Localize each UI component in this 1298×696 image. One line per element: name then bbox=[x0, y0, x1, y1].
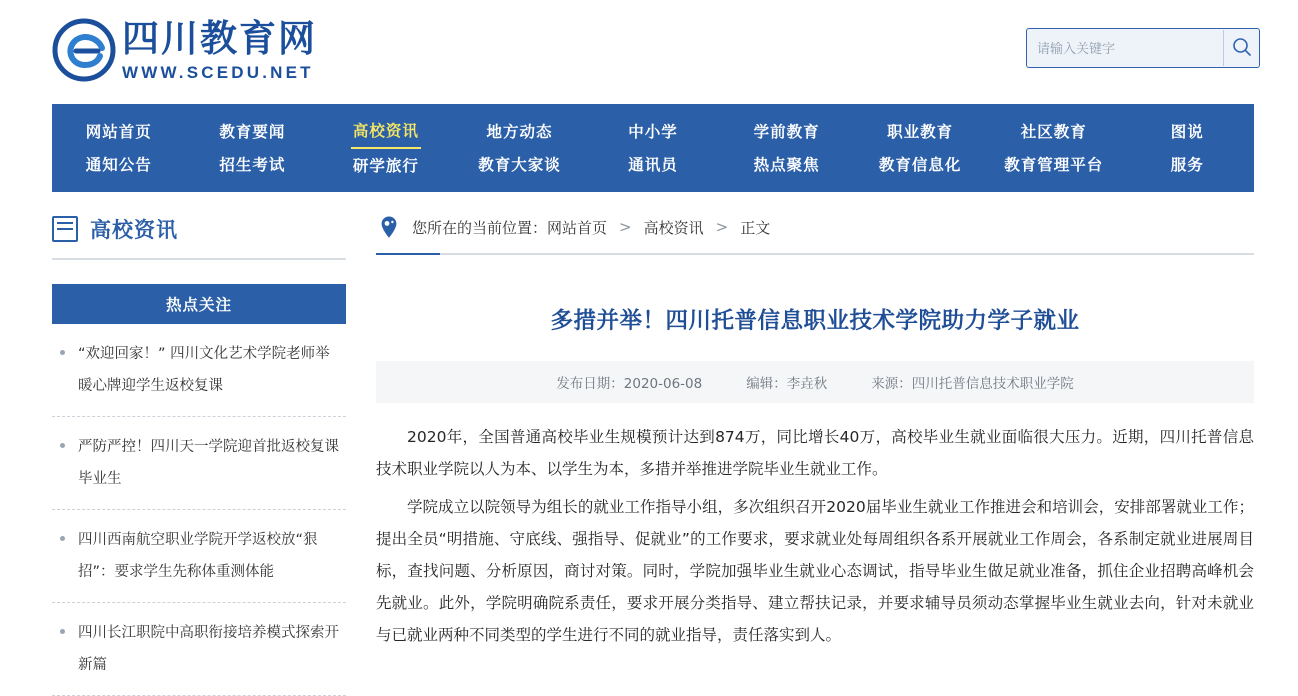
nav-column-1 bbox=[52, 104, 186, 192]
article-body bbox=[376, 421, 1254, 651]
list-item[interactable] bbox=[52, 417, 346, 510]
editor: 编辑：李垚秋 bbox=[746, 376, 828, 392]
bullet-icon bbox=[60, 536, 65, 541]
sidebar-section-title: 高校资讯 bbox=[90, 218, 178, 242]
source: 来源：四川托普信息技术职业学院 bbox=[871, 376, 1074, 392]
list-item-label: 四川西南航空职业学院开学返校放“狠招”：要求学生先称体重测体能 bbox=[78, 532, 318, 580]
nav-item-vocational[interactable]: 职业教育 bbox=[887, 123, 954, 141]
article-paragraph: 2020年，全国普通高校毕业生规模预计达到874万，同比增长40万，高校毕业生就业面临很大压力。近期，四川托普信息技术职业学院以人为本、以学生为本，多措并举推进学院毕业生就业工作。 bbox=[376, 428, 1254, 478]
list-item[interactable] bbox=[52, 603, 346, 696]
nav-item-notice[interactable]: 通知公告 bbox=[85, 156, 152, 174]
nav-column-7 bbox=[853, 104, 987, 192]
breadcrumb-separator: > bbox=[619, 218, 632, 236]
nav-item-home[interactable]: 网站首页 bbox=[85, 123, 152, 141]
sidebar-hot-list bbox=[52, 324, 346, 696]
breadcrumb-item-home[interactable]: 网站首页 bbox=[547, 218, 608, 237]
nav-column-2 bbox=[186, 104, 320, 192]
breadcrumb-separator: > bbox=[715, 218, 729, 236]
list-item-label: 严防严控！四川天一学院迎首批返校复课毕业生 bbox=[78, 439, 339, 487]
nav-item-pictures[interactable]: 图说 bbox=[1170, 123, 1204, 141]
logo-title-en: WWW.SCEDU.NET bbox=[122, 63, 314, 82]
nav-item-correspondent[interactable]: 通讯员 bbox=[628, 156, 678, 174]
nav-item-management-platform[interactable]: 教育管理平台 bbox=[1004, 156, 1104, 174]
nav-column-4 bbox=[453, 104, 587, 192]
search-icon bbox=[1231, 36, 1253, 61]
article-paragraph: 学院成立以院领导为组长的就业工作指导小组，多次组织召开2020届毕业生就业工作推进会和培训会，安排部署就业工作；提出全员“明措施、守底线、强指导、促就业”的工作要求，要求就业处每周组织各系开展就业工作周会，各系制定就业进展周目标，查找问题、分析原因，商讨对策。同时，学院加强毕业生就业心态调试，指导毕业生做足就业准备，抓住企业招聘高峰机会先就业。此外，学院明确院系责任，要求开展分类指导、建立帮扶记录，并要求辅导员须动态掌握毕业生就业去向，针对未就业与已就业两种不同类型的学生进行不同的就业指导，责任落实到人。 bbox=[376, 498, 1254, 644]
nav-item-informatization[interactable]: 教育信息化 bbox=[878, 156, 962, 174]
article-meta bbox=[376, 361, 1254, 403]
bullet-icon bbox=[60, 350, 65, 355]
main-column bbox=[376, 214, 1254, 696]
site-header bbox=[0, 0, 1298, 96]
nav-item-services[interactable]: 服务 bbox=[1170, 156, 1204, 174]
nav-item-study-travel[interactable]: 研学旅行 bbox=[352, 157, 419, 175]
sidebar-hot-title: 热点关注 bbox=[52, 284, 346, 324]
nav-item-primary-secondary[interactable]: 中小学 bbox=[628, 123, 678, 141]
nav-column-6 bbox=[720, 104, 854, 192]
location-pin-icon bbox=[376, 214, 402, 240]
nav-item-hot-focus[interactable]: 热点聚焦 bbox=[753, 156, 820, 174]
main-nav[interactable] bbox=[52, 104, 1254, 192]
list-item-label: “欢迎回家！” 四川文化艺术学院老师举暖心牌迎学生返校复课 bbox=[78, 346, 330, 394]
logo-e-icon bbox=[52, 18, 116, 82]
breadcrumb-item-current: 正文 bbox=[740, 218, 771, 237]
nav-column-5 bbox=[586, 104, 720, 192]
search-box[interactable] bbox=[1026, 28, 1260, 68]
search-input[interactable] bbox=[1027, 31, 1223, 65]
site-logo[interactable] bbox=[52, 16, 317, 83]
list-item[interactable] bbox=[52, 510, 346, 603]
nav-item-community-education[interactable]: 社区教育 bbox=[1020, 123, 1087, 141]
list-item[interactable] bbox=[52, 324, 346, 417]
list-icon bbox=[52, 216, 78, 242]
nav-column-3 bbox=[319, 104, 453, 192]
page-title: 多措并举！四川托普信息职业技术学院助力学子就业 bbox=[550, 308, 1080, 334]
nav-column-8 bbox=[987, 104, 1121, 192]
nav-item-local-news[interactable]: 地方动态 bbox=[486, 123, 553, 141]
nav-item-college-news[interactable]: 高校资讯 bbox=[351, 114, 421, 149]
sidebar bbox=[52, 214, 346, 696]
logo-text bbox=[122, 16, 317, 83]
breadcrumb bbox=[376, 214, 1254, 255]
content-area bbox=[52, 214, 1254, 696]
sidebar-header bbox=[52, 214, 346, 260]
nav-item-admissions-exam[interactable]: 招生考试 bbox=[219, 156, 286, 174]
nav-item-education-talk[interactable]: 教育大家谈 bbox=[478, 156, 561, 174]
bullet-icon bbox=[60, 443, 65, 448]
list-item-label: 四川长江职院中高职衔接培养模式探索开新篇 bbox=[78, 625, 339, 673]
logo-title-cn: 四川教育网 bbox=[122, 17, 317, 60]
breadcrumb-item-college-news[interactable]: 高校资讯 bbox=[643, 218, 704, 237]
breadcrumb-prefix: 您所在的当前位置： bbox=[412, 218, 548, 237]
publish-date: 发布日期：2020-06-08 bbox=[556, 376, 703, 392]
nav-item-education-news[interactable]: 教育要闻 bbox=[219, 123, 286, 141]
nav-item-preschool[interactable]: 学前教育 bbox=[753, 123, 820, 141]
search-button[interactable] bbox=[1223, 30, 1259, 66]
bullet-icon bbox=[60, 629, 65, 634]
nav-column-9 bbox=[1121, 104, 1255, 192]
